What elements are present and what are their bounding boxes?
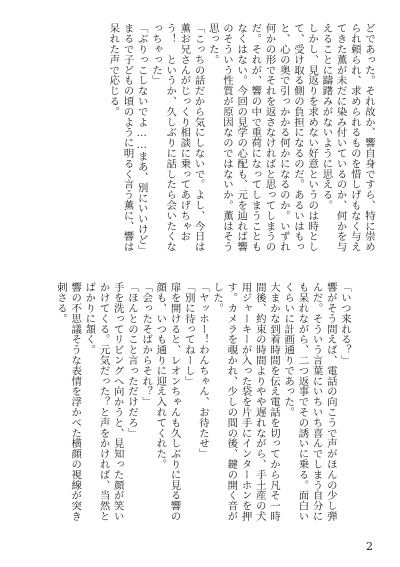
body-text-lower: 「いつ来れる？」 響がそう問えば、電話の向こうで声がほんの少し弾んだ。そういう言葉にいちいち喜んでしまう自分にも呆れながら、二つ返事でその誘いに乗る。面白いくらいに計画通りであった。 大まかな到着時間を伝え電話を切ってから凡そ一時間後、約束の時間よりやや遅れながら、手土産の犬用ジャーキーが入った袋を片手にインターホンを押す。カメラを覗かれ、少しの間の後、鍵の開く音がした。 「ヤッホー！わんちゃん、お待たせ」 「別に待ってねーし」 扉を開けると、レオンちゃんも久しぶりに見る響の顔も、いつも通りに迎え入れてくれた。 「会ったそばからそれ？」 「ほんとのこと言っただけだろ」 手を洗ってリビングへ向かうと、見知った顔が笑いかけてくる。元気だった？と声をかければ、当然とばかりに頷く。 響の不思議そうな表情を浮かべた横顔の視線が突き刺さる。 xyxy=(54,282,351,522)
page-number: 2 xyxy=(366,540,373,553)
body-text-upper: どであった。それ故か、響自身ですら、特に崇められ頼られ、求められるものを惜しげもなく与えてきた薫が未だに染み付いているのか、何かを与えることに躊躇みがないように思える。 しかし、見返りを求めない好意というのは時として、受け取る側の負担になるのだ。あるいはもっと、心の奥で引っかかる何かになるのか。いずれ何かの形でそれを返さなければと思ってしまうのだ。それが、響の中で重荷になってしまうこともなくはない。今回の見学の心配も、元を辿れば響のそういう性質が原因なのではないか。薫はそう思った。 「こっちの話だから気にしないで。よし、今日は薫お兄さんがじっくり相談に乗ってあげちゃおう！ というか、久しぶりに話したら会いたくなっちゃった」 「ぶりっこしないでよ……まあ、別にいいけど」 まるで子どもの頃のように明るく言う薫に、響は呆れた声で応じる。 xyxy=(107,23,375,255)
